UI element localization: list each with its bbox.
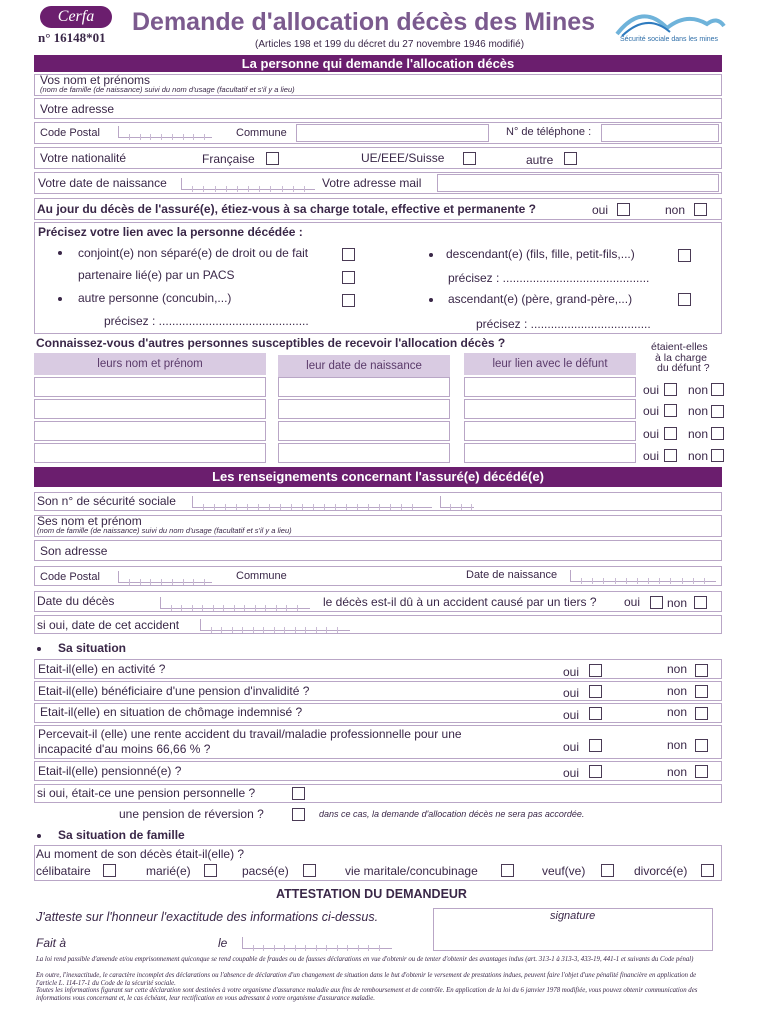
- digit-cell: [259, 504, 270, 510]
- attest-text: J'atteste sur l'honneur l'exactitude des informations ci-dessus.: [36, 910, 379, 924]
- rente-non-label: non: [667, 738, 688, 752]
- digit-cell: [369, 945, 380, 951]
- col-birth-header: leur date de naissance: [278, 355, 450, 377]
- chomage-oui-checkbox[interactable]: [589, 707, 602, 720]
- digit-cell: [184, 134, 195, 140]
- digit-cell: [270, 504, 281, 510]
- link-asc-checkbox[interactable]: [678, 293, 691, 306]
- digit-cell: [233, 627, 244, 633]
- deceased-address-field[interactable]: [34, 540, 722, 561]
- digit-cell: [201, 627, 212, 633]
- digit-cell: [336, 504, 347, 510]
- digit-cell: [694, 578, 705, 584]
- accident-date-input[interactable]: [200, 619, 350, 631]
- applicant-address-label: Votre adresse: [40, 102, 115, 116]
- charge-non-label: non: [665, 203, 686, 217]
- digit-cell: [325, 504, 336, 510]
- digit-cell: [380, 504, 391, 510]
- deceased-postal-label: Code Postal: [40, 571, 100, 583]
- beneficiary-non-label: non: [688, 404, 709, 418]
- digit-cell: [277, 605, 288, 611]
- digit-cell: [193, 504, 204, 510]
- charge-oui-label: oui: [592, 203, 609, 217]
- digit-cell: [254, 945, 265, 951]
- invalidite-non-label: non: [667, 684, 688, 698]
- pension-non-checkbox[interactable]: [695, 765, 708, 778]
- mines-logo: Sécurité sociale dans les mines: [612, 6, 727, 48]
- precisez-mid: précisez : ............................................: [448, 271, 650, 285]
- digit-cell: [347, 504, 358, 510]
- digit-cell: [683, 578, 694, 584]
- link-desc-label: descendant(e) (fils, fille, petit-fils,...): [446, 247, 635, 261]
- le-label: le: [218, 936, 228, 950]
- activite-oui-checkbox[interactable]: [589, 664, 602, 677]
- applicant-mail-input[interactable]: [437, 174, 719, 192]
- digit-cell: [296, 945, 307, 951]
- deceased-name-hint: (nom de famille (de naissance) suivi du nom d'usage (facultatif et s'il y a lieu): [37, 526, 292, 535]
- attest-title: ATTESTATION DU DEMANDEUR: [276, 887, 467, 901]
- beneficiary-non-label: non: [688, 449, 709, 463]
- digit-cell: [314, 504, 325, 510]
- f-vie-label: vie maritale/concubinage: [345, 864, 478, 878]
- waves-icon: [612, 6, 727, 38]
- digit-cell: [182, 186, 193, 192]
- digit-cell: [237, 504, 248, 510]
- digit-cell: [254, 627, 265, 633]
- digit-cell: [281, 504, 292, 510]
- applicant-phone-input[interactable]: [601, 124, 719, 142]
- f-marie-checkbox[interactable]: [204, 864, 217, 877]
- digit-cell: [359, 945, 370, 951]
- bullet-icon: [58, 297, 62, 301]
- death-date-label: Date du décès: [37, 594, 115, 608]
- digit-cell: [130, 579, 141, 585]
- f-divorce-label: divorcé(e): [634, 864, 688, 878]
- digit-cell: [172, 605, 183, 611]
- accident-date-label: si oui, date de cet accident: [37, 618, 180, 632]
- rente-non-checkbox[interactable]: [695, 739, 708, 752]
- digit-cell: [119, 134, 130, 140]
- precisez-left: précisez : .............................................: [104, 314, 309, 328]
- charge-question: Au jour du décès de l'assuré(e), étiez-vous à sa charge totale, effective et permanente ?: [37, 202, 537, 216]
- beneficiary-name-input[interactable]: [34, 421, 266, 441]
- beneficiary-oui-label: oui: [643, 404, 660, 418]
- f-veuf-checkbox[interactable]: [601, 864, 614, 877]
- rente-oui-checkbox[interactable]: [589, 739, 602, 752]
- q-rente-line2: incapacité d'au moins 66,66 % ?: [38, 742, 211, 756]
- f-celib-checkbox[interactable]: [103, 864, 116, 877]
- link-desc-checkbox[interactable]: [678, 249, 691, 262]
- digit-cell: [214, 605, 225, 611]
- digit-cell: [671, 578, 682, 584]
- chomage-non-checkbox[interactable]: [695, 707, 708, 720]
- reversion-note: dans ce cas, la demande d'allocation décès ne sera pas accordée.: [319, 809, 585, 819]
- applicant-birth-input[interactable]: [181, 178, 315, 190]
- link-asc-label: ascendant(e) (père, grand-père,...): [448, 292, 633, 306]
- applicant-commune-label: Commune: [236, 127, 287, 139]
- beneficiary-link-input[interactable]: [464, 443, 636, 463]
- reversion-checkbox[interactable]: [292, 808, 305, 821]
- digit-cell: [593, 578, 604, 584]
- link-autre-checkbox[interactable]: [342, 294, 355, 307]
- digit-cell: [216, 186, 227, 192]
- nat-ue-label: UE/EEE/Suisse: [361, 151, 445, 165]
- digit-cell: [203, 605, 214, 611]
- digit-cell: [317, 945, 328, 951]
- perso-checkbox[interactable]: [292, 787, 305, 800]
- f-vie-checkbox[interactable]: [501, 864, 514, 877]
- digit-cell: [227, 186, 238, 192]
- activite-oui-label: oui: [563, 665, 580, 679]
- ss-input[interactable]: [192, 496, 432, 508]
- digit-cell: [194, 579, 205, 585]
- link-autre-label: autre personne (concubin,...): [78, 291, 232, 305]
- charge-head-1: étaient-elles: [651, 341, 708, 353]
- digit-cell: [151, 579, 162, 585]
- q-rente-line1: Percevait-il (elle) une rente accident du travail/maladie professionnelle pour une: [38, 727, 462, 741]
- others-question: Connaissez-vous d'autres personnes susceptibles de recevoir l'allocation décès ?: [36, 336, 506, 350]
- bullet-icon: [429, 253, 433, 257]
- invalidite-oui-label: oui: [563, 686, 580, 700]
- beneficiary-non-label: non: [688, 427, 709, 441]
- digit-cell: [327, 627, 338, 633]
- applicant-postal-input[interactable]: [118, 126, 212, 138]
- digit-cell: [327, 945, 338, 951]
- digit-cell: [204, 186, 215, 192]
- beneficiary-oui-label: oui: [643, 449, 660, 463]
- cerfa-logo: Cerfa: [40, 6, 112, 28]
- col-names-header: leurs nom et prénom: [34, 353, 266, 375]
- nat-fr-checkbox[interactable]: [266, 152, 279, 165]
- digit-cell: [402, 504, 413, 510]
- digit-cell: [275, 627, 286, 633]
- bullet-icon: [37, 834, 41, 838]
- beneficiary-non-label: non: [688, 383, 709, 397]
- accident-question: le décès est-il dû à un accident causé par un tiers ?: [323, 595, 597, 609]
- link-title: Précisez votre lien avec la personne décédée :: [38, 225, 303, 239]
- beneficiary-non-checkbox[interactable]: [711, 427, 724, 440]
- ss-key-input[interactable]: [440, 496, 474, 508]
- digit-cell: [649, 578, 660, 584]
- beneficiary-birth-input[interactable]: [278, 421, 450, 441]
- digit-cell: [161, 605, 172, 611]
- digit-cell: [264, 627, 275, 633]
- digit-cell: [243, 945, 254, 951]
- digit-cell: [235, 605, 246, 611]
- fait-label: Fait à: [36, 936, 67, 950]
- accident-oui-checkbox[interactable]: [650, 596, 663, 609]
- deceased-commune-label: Commune: [236, 570, 287, 582]
- beneficiary-birth-input[interactable]: [278, 377, 450, 397]
- digit-cell: [582, 578, 593, 584]
- digit-cell: [151, 134, 162, 140]
- digit-cell: [243, 627, 254, 633]
- digit-cell: [638, 578, 649, 584]
- f-celib-label: célibataire: [36, 864, 91, 878]
- applicant-name-label: Vos nom et prénoms: [40, 73, 151, 87]
- digit-cell: [193, 186, 204, 192]
- beneficiary-oui-label: oui: [643, 383, 660, 397]
- digit-cell: [391, 504, 402, 510]
- beneficiary-oui-checkbox[interactable]: [664, 449, 677, 462]
- invalidite-non-checkbox[interactable]: [695, 685, 708, 698]
- link-conjoint-label: conjoint(e) non séparé(e) de droit ou de fait: [78, 246, 309, 260]
- digit-cell: [119, 579, 130, 585]
- bullet-icon: [37, 647, 41, 651]
- section-2-title: Les renseignements concernant l'assuré(e) décédé(e): [34, 467, 722, 487]
- digit-cell: [627, 578, 638, 584]
- digit-cell: [266, 605, 277, 611]
- digit-cell: [462, 504, 472, 510]
- col-link-header: leur lien avec le défunt: [464, 353, 636, 375]
- family-question: Au moment de son décès était-il(elle) ?: [36, 847, 245, 861]
- beneficiary-link-input[interactable]: [464, 421, 636, 441]
- deceased-name-label: Ses nom et prénom: [37, 514, 142, 528]
- digit-cell: [285, 627, 296, 633]
- link-conjoint-checkbox[interactable]: [342, 248, 355, 261]
- invalidite-oui-checkbox[interactable]: [589, 685, 602, 698]
- f-marie-label: marié(e): [146, 864, 191, 878]
- q-chomage: Etait-il(elle) en situation de chômage indemnisé ?: [40, 705, 303, 719]
- activite-non-label: non: [667, 662, 688, 676]
- link-pacs-label: partenaire lié(e) par un PACS: [78, 268, 235, 282]
- beneficiary-name-input[interactable]: [34, 399, 266, 419]
- digit-cell: [294, 186, 305, 192]
- digit-cell: [193, 605, 204, 611]
- accident-non-label: non: [667, 596, 688, 610]
- accident-non-checkbox[interactable]: [694, 596, 707, 609]
- deceased-birth-input[interactable]: [570, 570, 716, 582]
- digit-cell: [194, 134, 205, 140]
- digit-cell: [660, 578, 671, 584]
- digit-cell: [264, 945, 275, 951]
- beneficiary-name-input[interactable]: [34, 443, 266, 463]
- q-reversion: une pension de réversion ?: [119, 807, 264, 821]
- beneficiary-non-checkbox[interactable]: [711, 383, 724, 396]
- beneficiary-birth-input[interactable]: [278, 399, 450, 419]
- digit-cell: [141, 579, 152, 585]
- digit-cell: [226, 504, 237, 510]
- applicant-phone-label: N° de téléphone :: [506, 126, 592, 138]
- digit-cell: [130, 134, 141, 140]
- digit-cell: [256, 605, 267, 611]
- beneficiary-oui-label: oui: [643, 427, 660, 441]
- section-1-title: La personne qui demande l'allocation décès: [34, 55, 722, 72]
- death-date-input[interactable]: [160, 597, 310, 609]
- digit-cell: [338, 945, 349, 951]
- q-perso: si oui, était-ce une pension personnelle ?: [37, 786, 256, 800]
- beneficiary-non-checkbox[interactable]: [711, 405, 724, 418]
- digit-cell: [451, 504, 461, 510]
- nat-other-checkbox[interactable]: [564, 152, 577, 165]
- digit-cell: [222, 627, 233, 633]
- digit-cell: [275, 945, 286, 951]
- digit-cell: [604, 578, 615, 584]
- digit-cell: [224, 605, 235, 611]
- beneficiary-link-input[interactable]: [464, 377, 636, 397]
- nat-ue-checkbox[interactable]: [463, 152, 476, 165]
- applicant-birth-label: Votre date de naissance: [38, 176, 167, 190]
- digit-cell: [184, 579, 195, 585]
- pension-non-label: non: [667, 765, 688, 779]
- digit-cell: [182, 605, 193, 611]
- digit-cell: [215, 504, 226, 510]
- charge-non-checkbox[interactable]: [694, 203, 707, 216]
- digit-cell: [283, 186, 294, 192]
- applicant-postal-label: Code Postal: [40, 127, 100, 139]
- digit-cell: [369, 504, 380, 510]
- q-pension: Etait-il(elle) pensionné(e) ?: [38, 764, 182, 778]
- nationality-label: Votre nationalité: [40, 151, 127, 165]
- digit-cell: [616, 578, 627, 584]
- beneficiary-oui-checkbox[interactable]: [664, 404, 677, 417]
- footer-legal-2: En outre, l'inexactitude, le caractère incomplet des déclarations ou l'absence de déclaration d'un changement de situation dans le but d'obtenir le versement de prestations indues, peuvent faire l'objet d'une pénalité financière en application de l'article L. 114-17-1 du Code de la sécurité sociale.: [36, 972, 697, 987]
- deceased-postal-input[interactable]: [118, 571, 212, 583]
- charge-head-2: à la charge: [655, 352, 707, 364]
- attest-date-input[interactable]: [242, 937, 392, 949]
- activite-non-checkbox[interactable]: [695, 664, 708, 677]
- rente-oui-label: oui: [563, 740, 580, 754]
- q-invalidite: Etait-il(elle) bénéficiaire d'une pension d'invalidité ?: [38, 684, 310, 698]
- digit-cell: [173, 579, 184, 585]
- beneficiary-non-checkbox[interactable]: [711, 449, 724, 462]
- footer-legal-1: La loi rend passible d'amende et/ou emprisonnement quiconque se rend coupable de fraudes ou de fausses déclarations en vue d'obtenir ou de tenter d'obtenir des avantages indus (art. 313-1 à 313-3, 433-19, 441-1 et suivants du Code pénal): [36, 956, 694, 963]
- footer-legal-3: Toutes les informations figurant sur cette déclaration sont destinées à votre organisme d'assurance maladie aux fins de remboursement et de contrôle. En application de la loi du 6 janvier 1978 modifiée, vous pouvez obtenir communication des informations vous concernant et, le cas échéant, leur rectification en vous adressant à votre organisme d'assurance maladie.: [36, 987, 698, 1002]
- deceased-birth-label: Date de naissance: [466, 569, 558, 581]
- beneficiary-name-input[interactable]: [34, 377, 266, 397]
- signature-label: signature: [550, 910, 596, 922]
- form-number: n° 16148*01: [38, 30, 106, 45]
- beneficiary-oui-checkbox[interactable]: [664, 427, 677, 440]
- f-veuf-label: veuf(ve): [542, 864, 586, 878]
- digit-cell: [212, 627, 223, 633]
- chomage-oui-label: oui: [563, 708, 580, 722]
- applicant-name-hint: (nom de famille (de naissance) suivi du nom d'usage (facultatif et s'il y a lieu): [40, 85, 295, 94]
- f-pacse-label: pacsé(e): [242, 864, 289, 878]
- situation-title: Sa situation: [58, 641, 127, 655]
- nat-fr-label: Française: [202, 152, 255, 166]
- pension-oui-checkbox[interactable]: [589, 765, 602, 778]
- digit-cell: [162, 579, 173, 585]
- digit-cell: [358, 504, 369, 510]
- beneficiary-oui-checkbox[interactable]: [664, 383, 677, 396]
- digit-cell: [248, 504, 259, 510]
- digit-cell: [249, 186, 260, 192]
- digit-cell: [204, 504, 215, 510]
- digit-cell: [162, 134, 173, 140]
- subtitle: (Articles 198 et 199 du décret du 27 novembre 1946 modifié): [255, 39, 525, 50]
- link-pacs-checkbox[interactable]: [342, 271, 355, 284]
- ss-label: Son n° de sécurité sociale: [37, 494, 176, 508]
- deceased-address-label: Son adresse: [40, 544, 108, 558]
- digit-cell: [173, 134, 184, 140]
- digit-cell: [296, 627, 307, 633]
- digit-cell: [271, 186, 282, 192]
- applicant-address-field[interactable]: [34, 98, 722, 119]
- pension-oui-label: oui: [563, 766, 580, 780]
- f-pacse-checkbox[interactable]: [303, 864, 316, 877]
- bullet-icon: [429, 298, 433, 302]
- accident-oui-label: oui: [624, 595, 641, 609]
- applicant-commune-input[interactable]: [296, 124, 489, 142]
- q-activite: Etait-il(elle) en activité ?: [38, 662, 166, 676]
- digit-cell: [292, 504, 303, 510]
- digit-cell: [238, 186, 249, 192]
- digit-cell: [317, 627, 328, 633]
- precisez-right: précisez : ....................................: [476, 317, 651, 331]
- charge-head-3: du défunt ?: [657, 362, 710, 374]
- page-title: Demande d'allocation décès des Mines: [132, 8, 596, 36]
- family-title: Sa situation de famille: [58, 828, 185, 842]
- beneficiary-birth-input[interactable]: [278, 443, 450, 463]
- beneficiary-link-input[interactable]: [464, 399, 636, 419]
- charge-oui-checkbox[interactable]: [617, 203, 630, 216]
- digit-cell: [285, 945, 296, 951]
- f-divorce-checkbox[interactable]: [701, 864, 714, 877]
- digit-cell: [260, 186, 271, 192]
- digit-cell: [441, 504, 451, 510]
- digit-cell: [306, 627, 317, 633]
- digit-cell: [306, 945, 317, 951]
- digit-cell: [245, 605, 256, 611]
- digit-cell: [287, 605, 298, 611]
- digit-cell: [571, 578, 582, 584]
- digit-cell: [348, 945, 359, 951]
- digit-cell: [303, 504, 314, 510]
- bullet-icon: [58, 251, 62, 255]
- digit-cell: [141, 134, 152, 140]
- applicant-mail-label: Votre adresse mail: [322, 176, 422, 190]
- nat-other-label: autre: [526, 153, 554, 167]
- chomage-non-label: non: [667, 705, 688, 719]
